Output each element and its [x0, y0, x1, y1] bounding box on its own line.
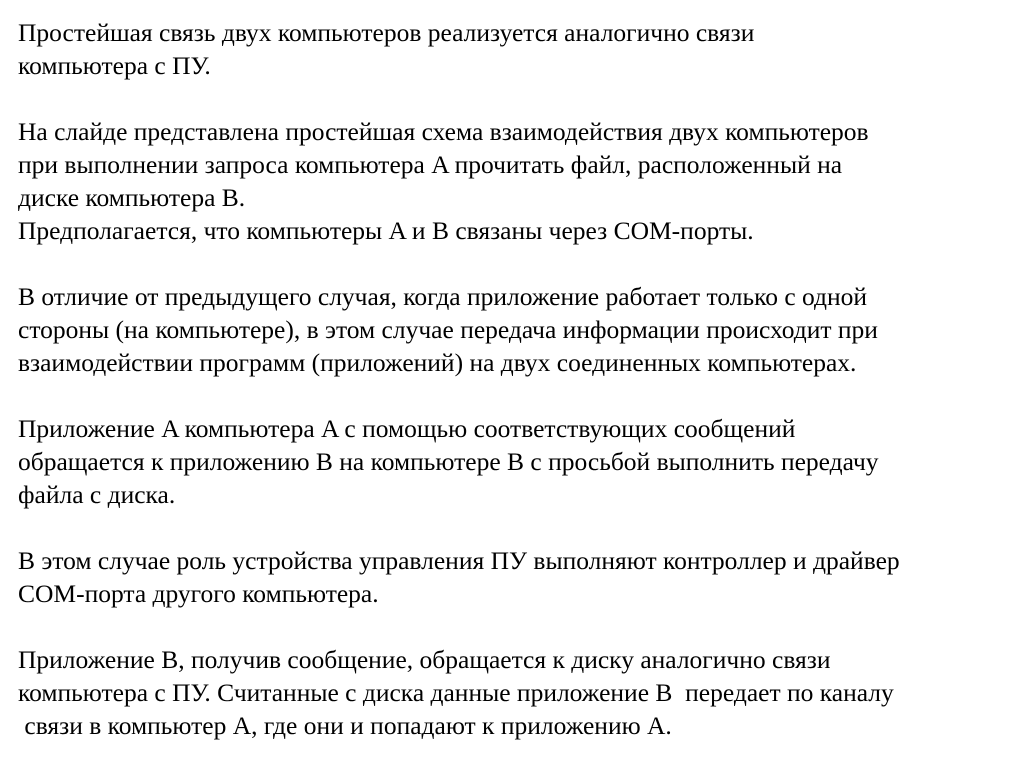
text-line: при выполнении запроса компьютера A прочитать файл, расположенный на: [18, 150, 843, 179]
text-line: диске компьютера B.: [18, 183, 246, 212]
text-line: Приложение A компьютера A с помощью соответствующих сообщений: [18, 414, 796, 443]
text-line: COM-порта другого компьютера.: [18, 579, 379, 608]
text-line: компьютера с ПУ.: [18, 51, 211, 80]
paragraph-5: [18, 544, 1008, 610]
text-line: файла с диска.: [18, 480, 176, 509]
text-line: Предполагается, что компьютеры A и B связаны через COM-порты.: [18, 216, 754, 245]
text-line: В отличие от предыдущего случая, когда приложение работает только с одной: [18, 282, 868, 311]
text-line: В этом случае роль устройства управления ПУ выполняют контроллер и драйвер: [18, 546, 900, 575]
paragraph-6: [18, 643, 1008, 742]
text-line: обращается к приложению B на компьютере B с просьбой выполнить передачу: [18, 447, 879, 476]
text-line: Простейшая связь двух компьютеров реализуется аналогично связи: [18, 18, 755, 47]
paragraph-4: [18, 412, 1008, 511]
paragraph-3: [18, 280, 1008, 379]
text-line: На слайде представлена простейшая схема взаимодействия двух компьютеров: [18, 117, 869, 146]
text-line: взаимодействии программ (приложений) на двух соединенных компьютерах.: [18, 348, 857, 377]
paragraph-2: [18, 115, 1008, 247]
text-line: компьютера с ПУ. Считанные с диска данные приложение B передает по каналу: [18, 678, 894, 707]
paragraph-1: [18, 16, 1008, 82]
text-line: стороны (на компьютере), в этом случае передача информации происходит при: [18, 315, 878, 344]
text-line: связи в компьютер A, где они и попадают к приложению A.: [18, 711, 672, 740]
text-line: Приложение B, получив сообщение, обращается к диску аналогично связи: [18, 645, 831, 674]
